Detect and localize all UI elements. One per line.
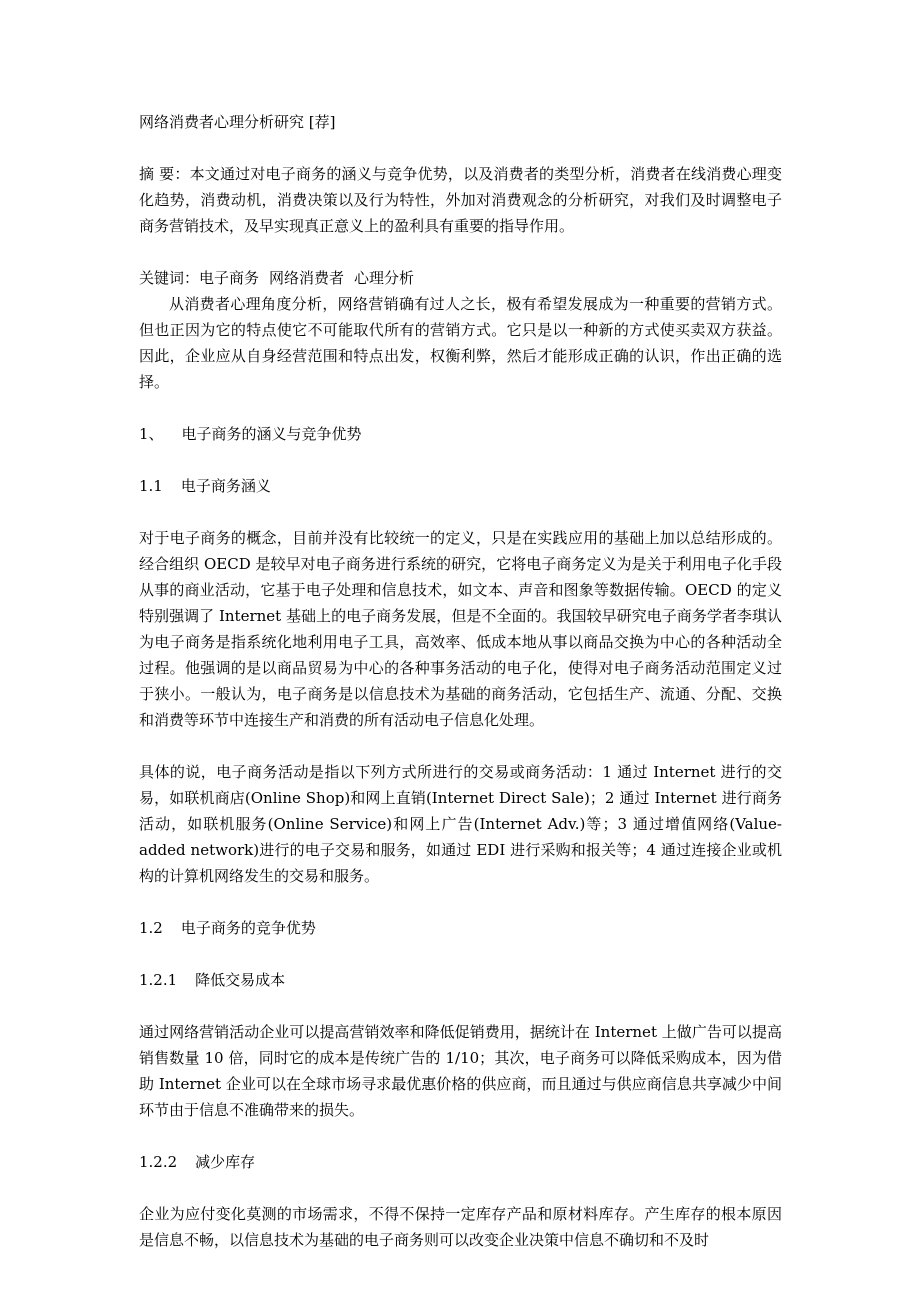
section-number: 1、 [139, 425, 164, 443]
cost-paragraph: 通过网络营销活动企业可以提高营销效率和降低促销费用，据统计在 Internet 上做广告可以提高销售数量 10 倍，同时它的成本是传统广告的 1/10；其次，电子商务可以降低采购成本，因为借助 Internet 企业可以在全球市场寻求最优惠价格的供应商，而且通过与供应商信息共享减少中间环节由于信息不准确带来的损失。 [139, 1023, 782, 1119]
document-title: 网络消费者心理分析研究 [荐] [139, 113, 336, 131]
activities-paragraph: 具体的说，电子商务活动是指以下列方式所进行的交易或商务活动：1 通过 Internet 进行的交易，如联机商店(Online Shop)和网上直销(Internet Direct Sale)；2 通过 Internet 进行商务活动，如联机服务(Online Service)和网上广告(Internet Adv.)等；3 通过增值网络(Value-added network)进行的电子交易和服务，如通过 EDI 进行采购和报关等；4 通过连接企业或机构的计算机网络发生的交易和服务。 [139, 763, 782, 885]
section-heading-1-2-2 [139, 1149, 782, 1175]
section-heading-1-2 [139, 915, 782, 941]
keywords-line [139, 265, 782, 291]
document-page [139, 109, 782, 1253]
inventory-paragraph: 企业为应付变化莫测的市场需求，不得不保持一定库存产品和原材料库存。产生库存的根本原因是信息不畅，以信息技术为基础的电子商务则可以改变企业决策中信息不确切和不及时 [139, 1205, 782, 1249]
section-number: 1.2.2 [139, 1153, 178, 1171]
keyword-item: 电子商务 [199, 269, 260, 287]
section-number: 1.2 [139, 919, 163, 937]
abstract-text: 本文通过对电子商务的涵义与竞争优势，以及消费者的类型分析，消费者在线消费心理变化趋势，消费动机，消费决策以及行为特性，外加对消费观念的分析研究，对我们及时调整电子商务营销技术，及早实现真正意义上的盈利具有重要的指导作用。 [139, 165, 782, 235]
definition-paragraph: 对于电子商务的概念，目前并没有比较统一的定义，只是在实践应用的基础上加以总结形成的。经合组织 OECD 是较早对电子商务进行系统的研究，它将电子商务定义为是关于利用电子化手段从事的商业活动，它基于电子处理和信息技术，如文本、声音和图象等数据传输。OECD 的定义特别强调了 Internet 基础上的电子商务发展，但是不全面的。我国较早研究电子商务学者李琪认为电子商务是指系统化地利用电子工具，高效率、低成本地从事以商品交换为中心的各种活动全过程。他强调的是以商品贸易为中心的各种事务活动的电子化，使得对电子商务活动范围定义过于狭小。一般认为，电子商务是以信息技术为基础的商务活动，它包括生产、流通、分配、交换和消费等环节中连接生产和消费的所有活动电子信息化处理。 [139, 529, 782, 729]
section-heading-1 [139, 421, 782, 447]
section-title: 电子商务的竞争优势 [180, 919, 316, 937]
section-number: 1.2.1 [139, 971, 178, 989]
section-title: 减少库存 [195, 1153, 256, 1171]
section-number: 1.1 [139, 477, 163, 495]
section-title: 电子商务涵义 [180, 477, 271, 495]
section-title: 电子商务的涵义与竞争优势 [181, 425, 362, 443]
keyword-item: 心理分析 [354, 269, 415, 287]
section-heading-1-1 [139, 473, 782, 499]
abstract-label: 摘 要： [139, 165, 190, 183]
keyword-item: 网络消费者 [269, 269, 345, 287]
keywords-label: 关键词： [139, 269, 200, 287]
abstract-paragraph [139, 161, 782, 239]
section-title: 降低交易成本 [195, 971, 286, 989]
section-heading-1-2-1 [139, 967, 782, 993]
intro-paragraph: 从消费者心理角度分析，网络营销确有过人之长，极有希望发展成为一种重要的营销方式。但也正因为它的特点使它不可能取代所有的营销方式。它只是以一种新的方式使买卖双方获益。因此，企业应从自身经营范围和特点出发，权衡利弊，然后才能形成正确的认识，作出正确的选择。 [139, 295, 782, 391]
